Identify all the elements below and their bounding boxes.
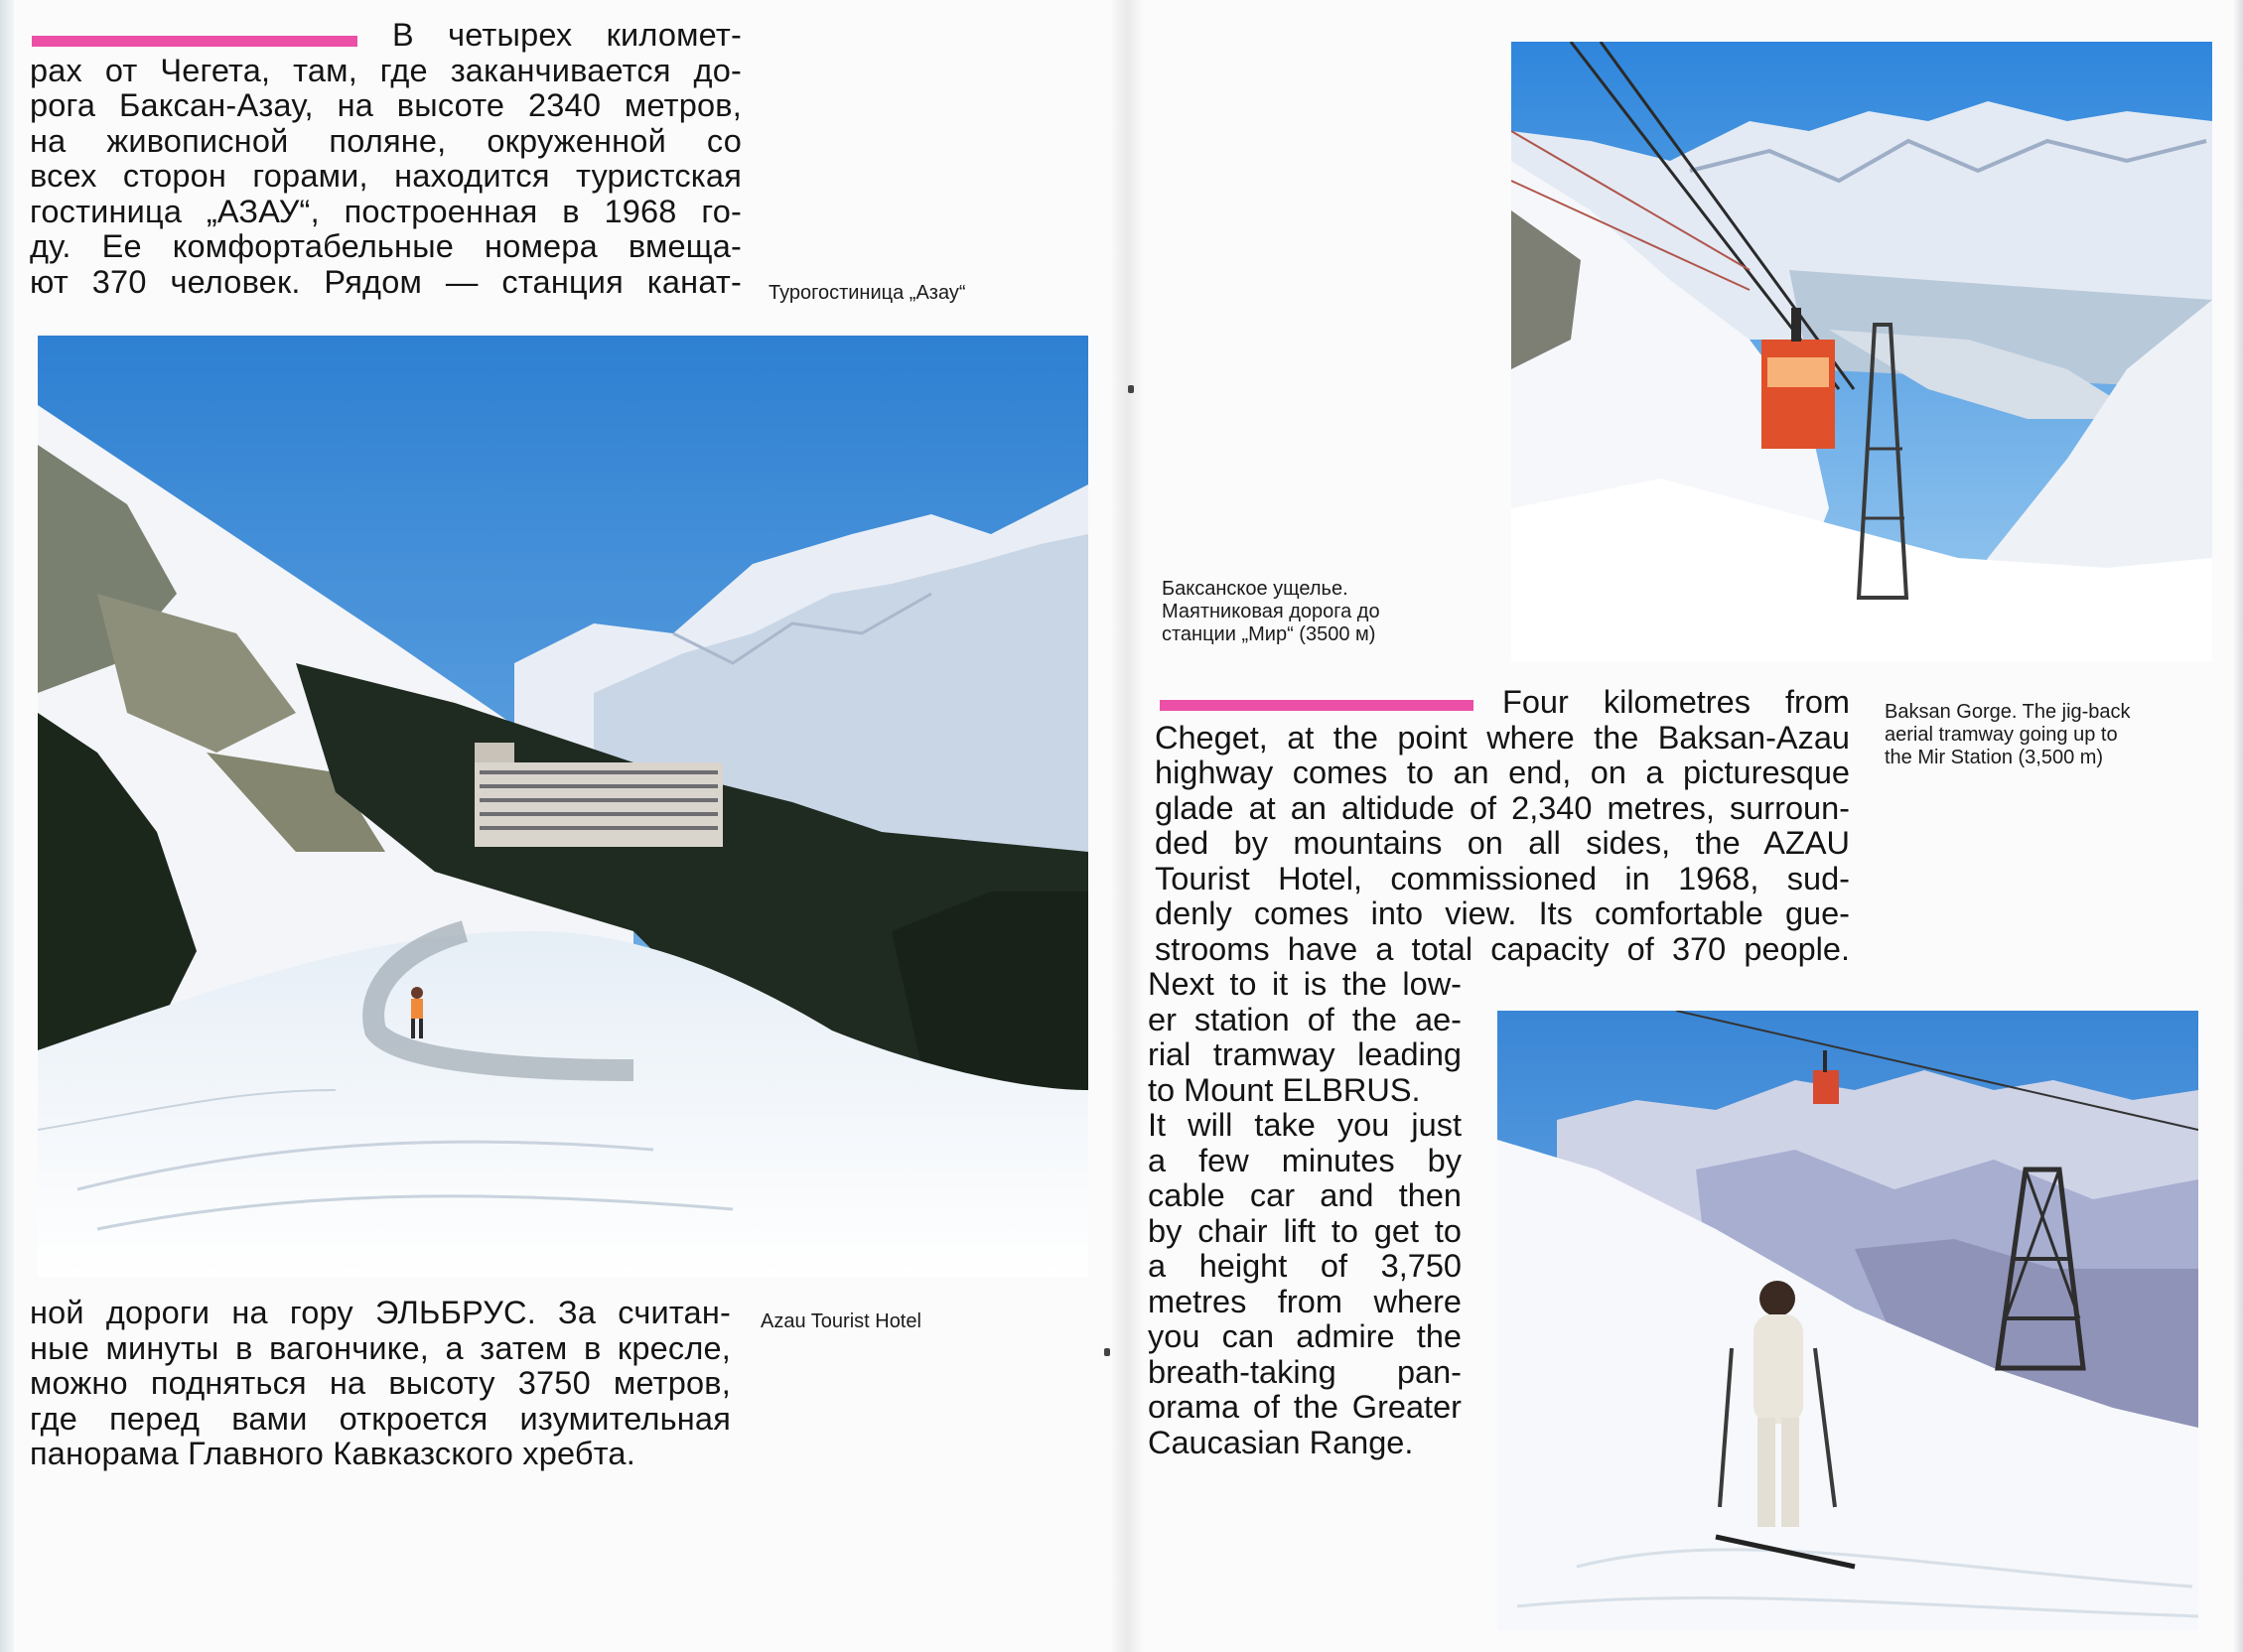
english-line: Four kilometres from [1502,684,1850,720]
english-line: Cheget, at the point where the Baksan-Azau [1155,719,1850,756]
caption-line: станции „Мир“ (3500 м) [1162,623,1376,645]
gorge-photo-art [1511,42,2212,661]
caption-line: Баксанское ущелье. [1162,578,1348,600]
continuation-text-ru [30,1296,731,1472]
continuation-line: ные минуты в вагончике, а затем в кресле, [30,1329,731,1366]
caption-line: Azau Tourist Hotel [761,1310,921,1332]
english-text-wide [1155,685,1850,967]
caption-line: Baksan Gorge. The jig-back [1885,701,2131,723]
english-line: ded by mountains on all sides, the AZAU [1155,825,1850,861]
english-line: cable car and then [1148,1177,1462,1213]
continuation-line: панорама Главного Кавказского хребта. [30,1436,635,1471]
intro-line: ют 370 человек. Рядом — станция канат- [30,263,742,300]
english-line: orama of the Greater [1148,1389,1462,1425]
page-edge-left [0,0,14,1652]
english-line: by chair lift to get to [1148,1212,1462,1249]
english-line: Tourist Hotel, commissioned in 1968, sud- [1155,860,1850,896]
english-line: denly comes into view. Its comfortable gue- [1155,895,1850,931]
intro-line: рога Баксан-Азау, на высоте 2340 метров, [30,87,742,123]
intro-line: ду. Ее комфортабельные номера вмеща- [30,228,742,264]
caption-line: aerial tramway going up to [1885,724,2118,746]
skier-photo-art [1497,1011,2198,1630]
caption-line: Турогостиница „Азау“ [769,282,966,304]
english-line: Next to it is the low- [1148,966,1462,1002]
english-line: to Mount ELBRUS. [1148,1071,1421,1108]
caption-gorge-ru [1162,578,1380,646]
english-text-narrow [1148,967,1462,1460]
intro-line: на живописной поляне, окруженной со [30,122,742,159]
english-line: er station of the ae- [1148,1001,1462,1037]
english-line: highway comes to an end, on a picturesque [1155,755,1850,790]
book-gutter [1110,0,1144,1652]
caption-gorge-en [1885,701,2131,769]
intro-line: гостиница „АЗАУ“, построенная в 1968 го- [30,193,742,229]
english-line: rial tramway leading [1148,1036,1462,1072]
caption-hotel-ru [769,282,966,305]
caption-line: the Mir Station (3,500 m) [1885,747,2104,768]
caption-line: Маятниковая дорога до [1162,601,1380,622]
continuation-line: где перед вами откроется изумительная [30,1400,731,1437]
english-line: Caucasian Range. [1148,1424,1414,1460]
english-line: metres from where [1148,1283,1462,1319]
skier-photo [1497,1011,2198,1630]
english-line: glade at an altidude of 2,340 metres, surroun- [1155,789,1850,826]
english-line: strooms have a total capacity of 370 people. [1155,930,1850,967]
page-mark [1104,1348,1110,1356]
english-line: you can admire the [1148,1318,1462,1354]
continuation-line: можно подняться на высоту 3750 метров, [30,1365,731,1401]
english-line: breath-taking pan- [1148,1353,1462,1390]
page-mark [1128,385,1134,393]
intro-line: В четырех километ- [392,17,742,53]
gorge-photo [1511,42,2212,661]
continuation-line: ной дороги на гору ЭЛЬБРУС. За считан- [30,1295,731,1330]
hotel-photo [38,336,1088,1277]
intro-line: рах от Чегета, там, где заканчивается до- [30,52,742,88]
english-line: a few minutes by [1148,1142,1462,1178]
intro-line: всех сторон горами, находится туристская [30,158,742,194]
caption-hotel-en [761,1310,921,1333]
page-edge-right [2233,0,2243,1652]
english-line: a height of 3,750 [1148,1248,1462,1284]
hotel-photo-art [38,336,1088,1277]
english-line: It will take you just [1148,1107,1462,1143]
intro-text-ru [30,18,742,300]
